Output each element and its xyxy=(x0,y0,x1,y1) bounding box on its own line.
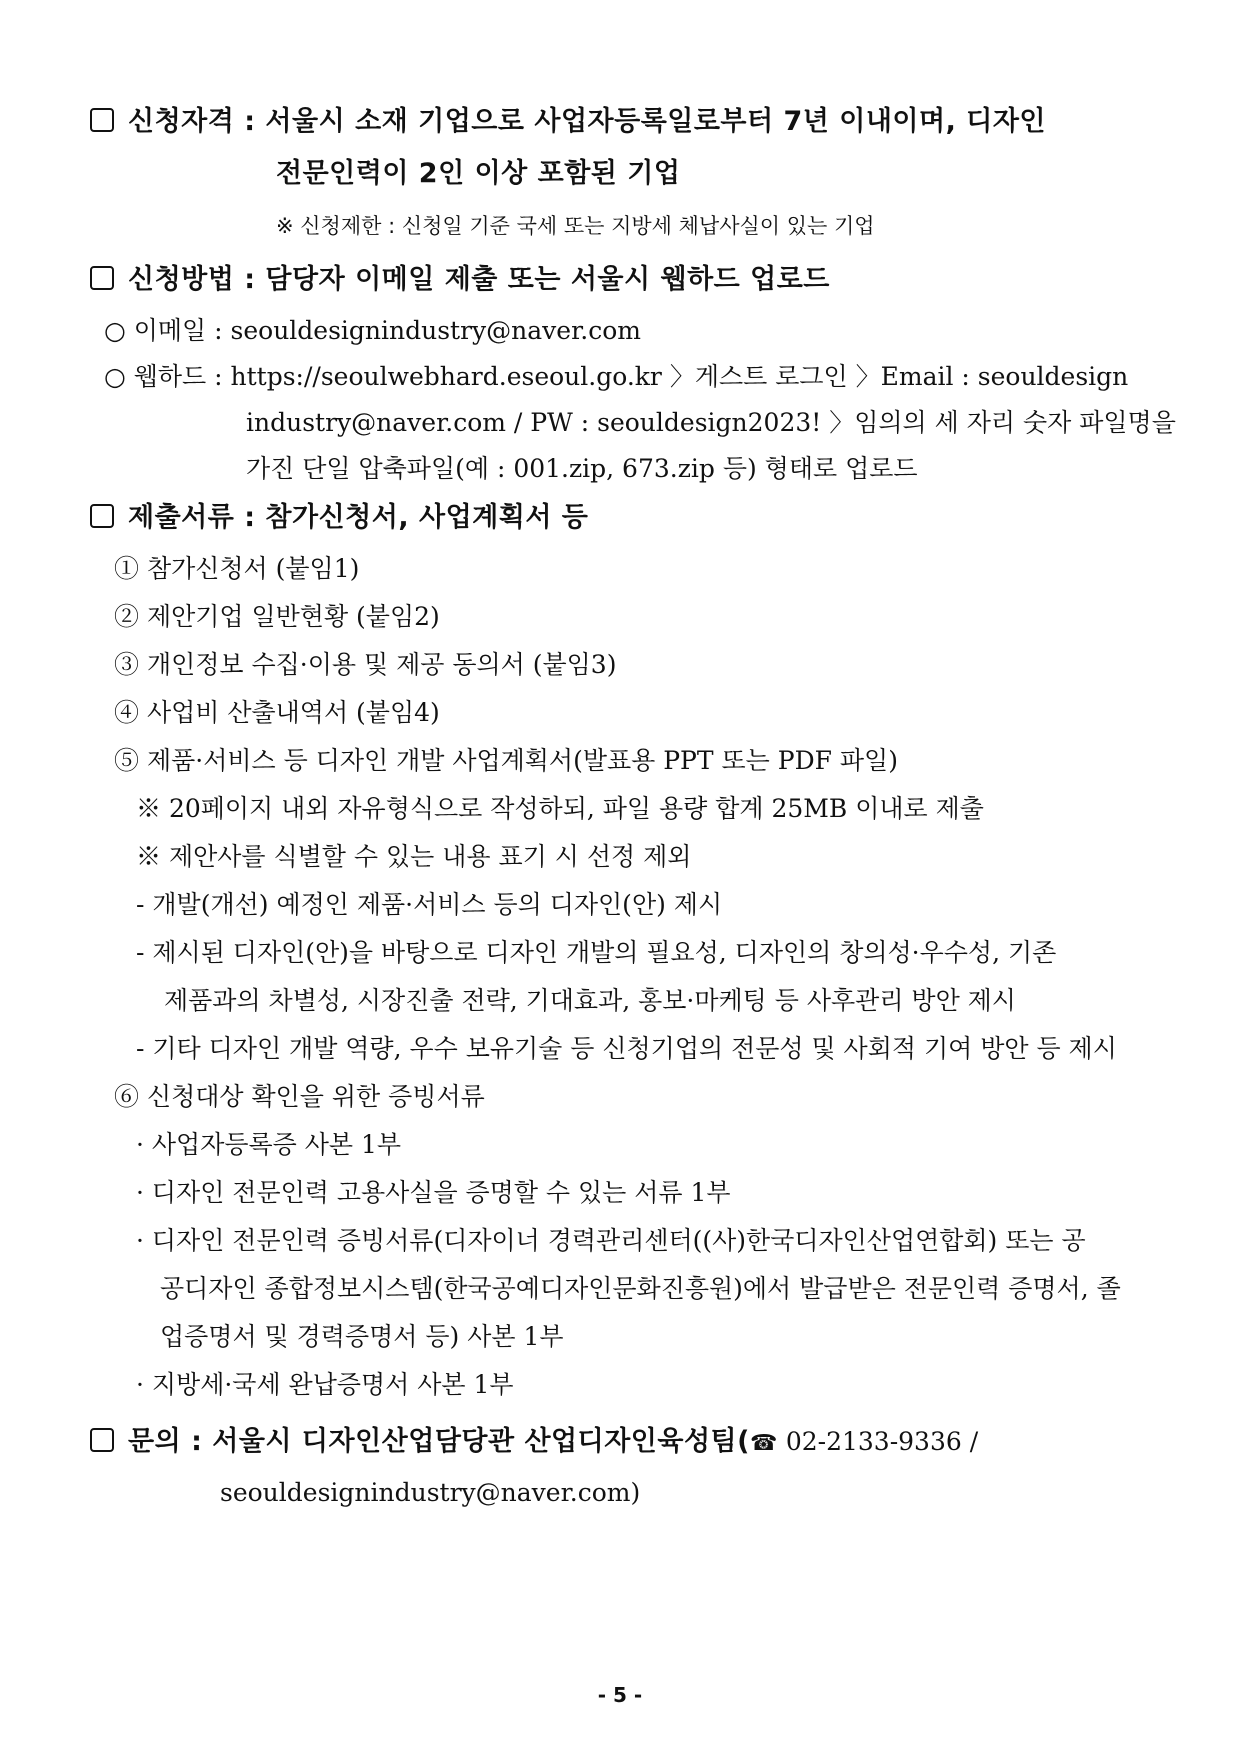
checkbox-icon xyxy=(90,108,114,132)
telephone-icon: ☎ xyxy=(749,1431,778,1456)
doc-item-5: ⑤ 제품·서비스 등 디자인 개발 사업계획서(발표용 PPT 또는 PDF 파일) xyxy=(114,746,898,775)
page-number: - 5 - xyxy=(597,1683,643,1707)
doc-bullet-3b: 공디자인 종합정보시스템(한국공예디자인문화진흥원)에서 발급받은 전문인력 증명서, 졸 xyxy=(160,1274,1121,1303)
doc-item-2: ② 제안기업 일반현황 (붙임2) xyxy=(114,602,440,631)
checkbox-icon xyxy=(90,1428,114,1452)
doc-dash-3: - 기타 디자인 개발 역량, 우수 보유기술 등 신청기업의 전문성 및 사회적 기여 방안 등 제시 xyxy=(136,1034,1117,1063)
doc-bullet-1: · 사업자등록증 사본 1부 xyxy=(136,1130,402,1159)
contact-phone: 02-2133-9336 / xyxy=(777,1427,979,1456)
method-webhard-3: 가진 단일 압축파일(예 : 001.zip, 673.zip 등) 형태로 업로드 xyxy=(246,454,918,483)
doc-bullet-3c: 업증명서 및 경력증명서 등) 사본 1부 xyxy=(160,1322,564,1351)
qualification-continuation: 전문인력이 2인 이상 포함된 기업 xyxy=(276,158,681,189)
doc-bullet-3a: · 디자인 전문인력 증빙서류(디자이너 경력관리센터((사)한국디자인산업연합회) 또는 공 xyxy=(136,1226,1086,1255)
method-heading: 신청방법 : 담당자 이메일 제출 또는 서울시 웹하드 업로드 xyxy=(128,264,830,295)
qualification-note: ※ 신청제한 : 신청일 기준 국세 또는 지방세 체납사실이 있는 기업 xyxy=(276,214,875,238)
doc-item-4: ④ 사업비 산출내역서 (붙임4) xyxy=(114,698,440,727)
doc-dash-2b: 제품과의 차별성, 시장진출 전략, 기대효과, 홍보·마케팅 등 사후관리 방안 제시 xyxy=(164,986,1016,1015)
method-webhard-1: ○ 웹하드 : https://seoulwebhard.eseoul.go.kr 〉게스트 로그인 〉Email : seouldesign xyxy=(104,362,1129,391)
checkbox-icon xyxy=(90,504,114,528)
doc-item-1: ① 참가신청서 (붙임1) xyxy=(114,554,360,583)
doc-note-1: ※ 20페이지 내외 자유형식으로 작성하되, 파일 용량 합계 25MB 이내로 제출 xyxy=(136,794,984,823)
doc-note-2: ※ 제안사를 식별할 수 있는 내용 표기 시 선정 제외 xyxy=(136,842,692,871)
contact-heading: 문의 : 서울시 디자인산업담당관 산업디자인육성팀( xyxy=(128,1426,750,1457)
qualification-heading: 신청자격 : 서울시 소재 기업으로 사업자등록일로부터 7년 이내이며, 디자인 xyxy=(128,106,1046,137)
doc-item-3: ③ 개인정보 수집·이용 및 제공 동의서 (붙임3) xyxy=(114,650,617,679)
doc-dash-2a: - 제시된 디자인(안)을 바탕으로 디자인 개발의 필요성, 디자인의 창의성·우수성, 기존 xyxy=(136,938,1057,967)
section-qualification xyxy=(90,108,1046,135)
doc-dash-1: - 개발(개선) 예정인 제품·서비스 등의 디자인(안) 제시 xyxy=(136,890,723,919)
section-documents xyxy=(90,504,588,531)
method-email: ○ 이메일 : seouldesignindustry@naver.com xyxy=(104,316,642,345)
contact-email: seouldesignindustry@naver.com) xyxy=(220,1478,641,1507)
doc-item-6: ⑥ 신청대상 확인을 위한 증빙서류 xyxy=(114,1082,485,1111)
documents-heading: 제출서류 : 참가신청서, 사업계획서 등 xyxy=(128,502,589,533)
doc-bullet-4: · 지방세·국세 완납증명서 사본 1부 xyxy=(136,1370,514,1399)
section-contact xyxy=(90,1428,978,1455)
section-method xyxy=(90,266,830,293)
checkbox-icon xyxy=(90,266,114,290)
doc-bullet-2: · 디자인 전문인력 고용사실을 증명할 수 있는 서류 1부 xyxy=(136,1178,731,1207)
method-webhard-2: industry@naver.com / PW : seouldesign2023! 〉임의의 세 자리 숫자 파일명을 xyxy=(246,408,1176,437)
